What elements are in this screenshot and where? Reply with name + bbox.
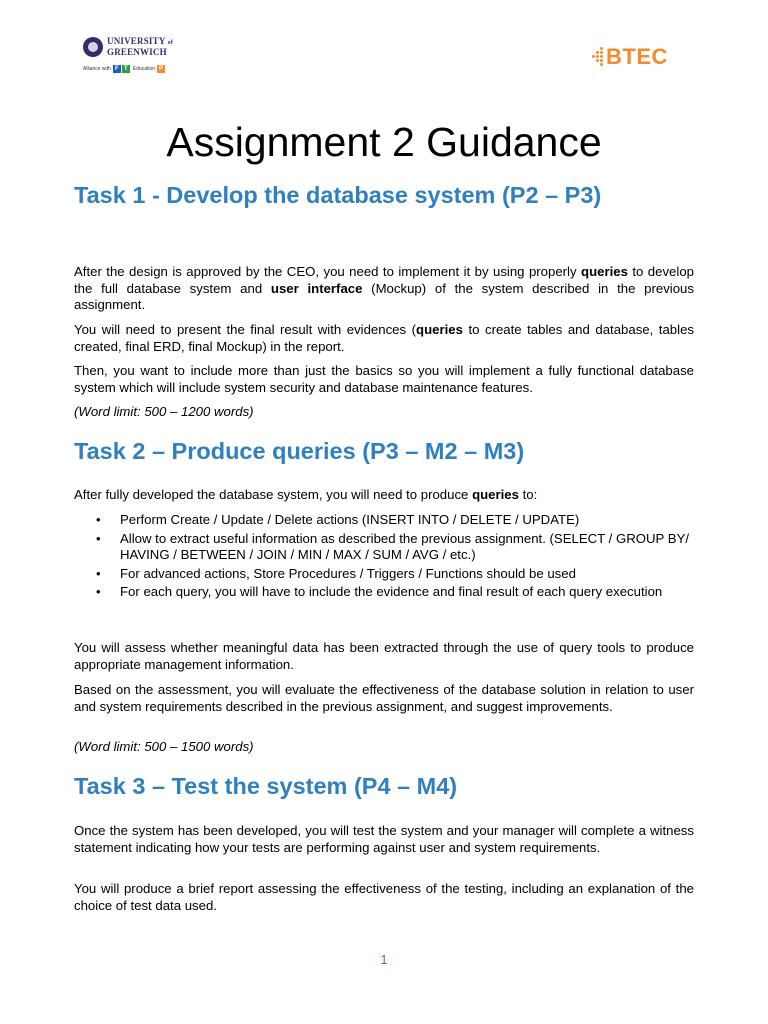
page-title: Assignment 2 Guidance <box>166 119 602 165</box>
list-item: • Perform Create / Update / Delete actions (INSERT INTO / DELETE / UPDATE) <box>74 512 694 529</box>
university-of-greenwich-logo <box>83 37 183 83</box>
task2-paragraph-1: You will assess whether meaningful data has been extracted through the use of query tools to produce appropriate management information. <box>74 640 694 672</box>
task2-bullet-list <box>74 512 694 603</box>
fpt-letter-p: P <box>158 66 163 72</box>
btec-logo <box>592 44 668 70</box>
task1-paragraph-3: Then, you want to include more than just the basics so you will implement a fully functional database system which will include system security and database maintenance features. <box>74 363 694 395</box>
uog-of: of <box>167 40 174 46</box>
task2-paragraph-2: Based on the assessment, you will evaluate the effectiveness of the database solution in relation to user and system requirements described in the previous assignment, and suggest improvements. <box>74 682 694 714</box>
task2-intro-queries: queries <box>472 487 519 502</box>
uog-line1: UNIVERSITY <box>107 36 166 46</box>
task1-p2-text-c: to create tables and database, tables created, final ERD, final Mockup) in the report. <box>74 322 694 354</box>
alliance-prefix: Alliance with <box>83 66 111 72</box>
task2-intro <box>74 487 694 504</box>
fpt-letter-f: F <box>113 65 121 73</box>
btec-dots-icon <box>592 45 604 69</box>
uog-line2: GREENWICH <box>107 47 167 57</box>
task3-heading: Task 3 – Test the system (P4 – M4) <box>74 773 458 799</box>
task3-paragraph-2: You will produce a brief report assessing the effectiveness of the testing, including an explanation of the choice of test data used. <box>74 881 694 913</box>
task1-p1-text-a: After the design is approved by the CEO, you need to implement it by using properly <box>74 264 582 279</box>
list-item: • For advanced actions, Store Procedures / Triggers / Functions should be used <box>74 566 694 583</box>
btec-wordmark: BTEC <box>606 44 668 69</box>
list-item: • For each query, you will have to include the evidence and final result of each query execution <box>74 584 694 601</box>
task1-paragraph-1 <box>74 264 694 314</box>
task1-word-limit: (Word limit: 500 – 1200 words) <box>74 404 254 419</box>
task1-p1-queries: queries <box>581 264 628 279</box>
task2-word-limit: (Word limit: 500 – 1500 words) <box>74 739 254 754</box>
fpt-letter-t: T <box>122 65 130 73</box>
task1-p2-queries: queries <box>416 322 463 337</box>
task1-p1-text-c: to develop the full database system and <box>74 264 694 296</box>
task1-heading: Task 1 - Develop the database system (P2 – P3) <box>74 182 602 208</box>
alliance-suffix: Education <box>132 66 156 72</box>
task1-paragraph-2 <box>74 322 694 355</box>
task1-p2-text-a: You will need to present the final result with evidences ( <box>74 322 417 337</box>
task2-heading: Task 2 – Produce queries (P3 – M2 – M3) <box>74 438 525 464</box>
task2-intro-text-a: After fully developed the database system, you will need to produce <box>74 487 473 502</box>
task2-intro-text-c: to: <box>518 487 538 502</box>
task1-p1-text-e: (Mockup) of the system described in the previous assignment. <box>74 280 694 312</box>
page-number: 1 <box>380 952 388 967</box>
alliance-line <box>83 65 183 73</box>
task1-p1-user-interface: user interface <box>270 280 363 296</box>
task3-paragraph-1: Once the system has been developed, you will test the system and your manager will complete a witness statement indicating how your tests are performing against user and system requirements. <box>74 823 694 855</box>
university-crest-icon <box>83 37 103 57</box>
list-item: • Allow to extract useful information as described the previous assignment. (SELECT / GROUP BY/ HAVING / BETWEEN / JOIN / MIN / MAX / SUM / AVG / etc.) <box>74 531 694 564</box>
